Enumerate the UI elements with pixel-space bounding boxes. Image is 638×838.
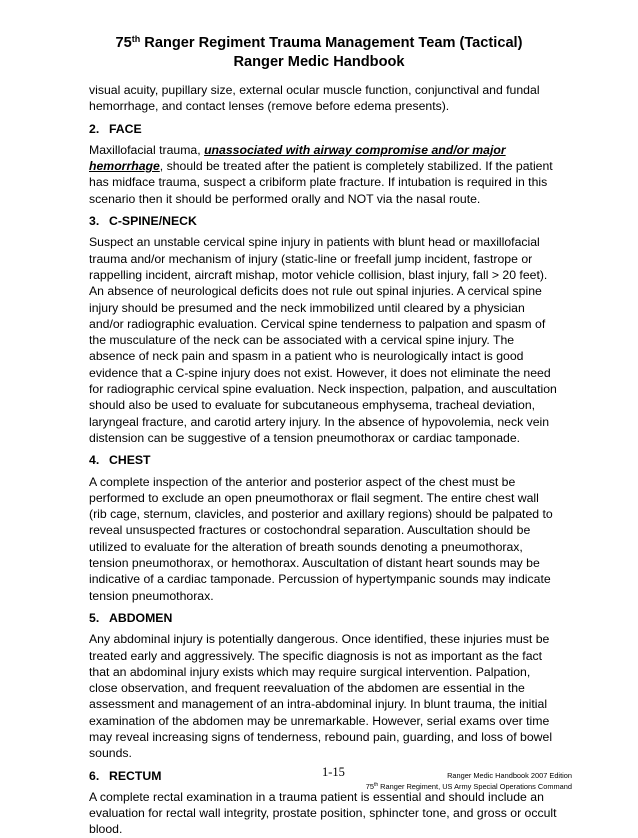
face-emphasis: unassociated with airway compromise and/or major hemorrhage xyxy=(89,142,506,174)
section-heading-cspine: 3. C-SPINE/NECK xyxy=(89,214,197,229)
intro-paragraph: visual acuity, pupillary size, external ocular muscle function, conjunctival and fundal hemorrhage, and contact lenses (remove before edema presents). xyxy=(89,83,540,114)
document-title: 75th Ranger Regiment Trauma Management Team (Tactical) xyxy=(115,34,523,51)
section-heading-abdomen: 5. ABDOMEN xyxy=(89,610,173,625)
cspine-paragraph: Suspect an unstable cervical spine injury in patients with blunt head or maxillofacial trauma and/or mechanism of injury (static-line or freefall jump incident, fastrope or rappelling incident, aircraft mishap, motor vehicle collision, blast injury, fall > 20 feet). An absence of neurological deficits does not rule out spinal injuries. A cervical spine injury should be presumed and the neck immobilized until cleared by a physician and/or radiographic evaluation. Cervical spine tenderness to palpation and spasm of the musculature of the neck can be associated with a cervical spine injury. The absence of neck pain and spasm in a patient who is neurologically intact is good evidence that a C-spine injury does not exist. However, it does not eliminate the need for radiographic cervical spine evaluation. Neck inspection, palpation, and auscultation should also be used to evaluate for subcutaneous emphysema, tracheal deviation, laryngeal fracture, and carotid artery injury. In the absence of hypovolemia, neck vein distension can be suggestive of a tension pneumothorax or cardiac tamponade. xyxy=(89,235,557,445)
abdomen-paragraph: Any abdominal injury is potentially dangerous. Once identified, these injuries must be treated early and aggressively. The specific diagnosis is not as important as the fact that an abdominal injury exists which may require surgical intervention. Palpation, close observation, and frequent reevaluation of the abdomen are essential in the assessment and management of an intra-abdominal injury. In blunt trauma, the initial examination of the abdomen may be unremarkable. However, serial exams over time may reveal increasing signs of tenderness, rebound pain, guarding, and loss of bowel sounds. xyxy=(89,632,553,761)
footer-edition: Ranger Medic Handbook 2007 Edition xyxy=(447,771,572,780)
face-paragraph: Maxillofacial trauma, unassociated with airway compromise and/or major hemorrhage, should be treated after the patient is completely stabilized. If the patient has midface trauma, suspect a cribiform plate fracture. If intubation is required in this scenario then it should be performed orally and NOT via the nasal route. xyxy=(89,142,553,206)
footer-unit: 75th Ranger Regiment, US Army Special Operations Command xyxy=(365,782,572,791)
page-footer xyxy=(366,770,572,792)
page-content xyxy=(89,82,559,838)
page-header xyxy=(0,34,638,72)
section-heading-face: 2. FACE xyxy=(89,121,142,136)
page-number: 1-15 xyxy=(322,765,345,779)
document-subtitle: Ranger Medic Handbook xyxy=(233,54,405,70)
chest-paragraph: A complete inspection of the anterior and posterior aspect of the chest must be performed to exclude an open pneumothorax or flail segment. The entire chest wall (rib cage, sternum, clavicles, and posterior and axillary regions) should be palpated to reveal unsuspected fractures or costochondral separation. Auscultation should be utilized to evaluate for the alteration of breath sounds denoting a pneumothorax, tension pneumothorax, or hemothorax. Auscultation of distant heart sounds may be indicative of a cardiac tamponade. Percussion of hypertympanic sounds may indicate tension pneumothorax. xyxy=(89,474,553,603)
section-heading-chest: 4. CHEST xyxy=(89,453,151,468)
rectum-paragraph: A complete rectal examination in a trauma patient is essential and should include an evaluation for rectal wall integrity, prostate position, sphincter tone, and gross or occult blood. xyxy=(89,789,557,837)
section-heading-rectum: 6. RECTUM xyxy=(89,768,162,783)
